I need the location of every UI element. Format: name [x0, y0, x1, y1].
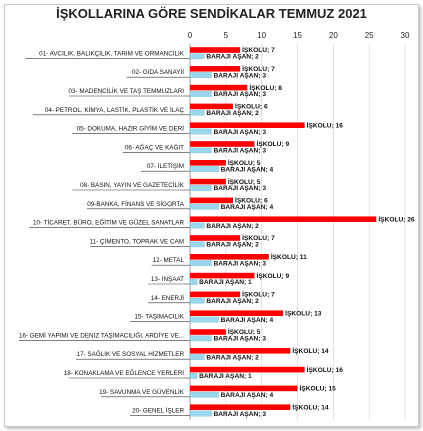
data-label-iskolu: İŞKOLU; 5	[227, 329, 261, 337]
data-label-baraji-asan: BARAJI AŞAN; 2	[206, 110, 259, 117]
category-label: 02- GIDA SANAYİİ	[131, 69, 184, 77]
bar-iskolu	[190, 292, 240, 298]
data-label-iskolu: İŞKOLU; 16	[306, 122, 343, 130]
data-label-baraji-asan: BARAJI AŞAN; 3	[213, 410, 267, 418]
data-label-baraji-asan: BARAJI AŞAN; 2	[206, 354, 259, 362]
bar-iskolu	[190, 122, 305, 128]
data-label-iskolu: İŞKOLU; 14	[292, 348, 329, 355]
bar-baraji-asan	[190, 354, 204, 359]
bar-baraji-asan	[190, 110, 204, 115]
category-label: 12- METAL	[152, 257, 184, 265]
bar-iskolu	[190, 254, 269, 260]
bar-iskolu	[190, 348, 290, 354]
x-tick-label: 30	[400, 31, 410, 40]
category-label: 10- TİCARET, BÜRO, EĞİTİM VE GÜZEL SANATLAR	[32, 219, 184, 227]
bar-iskolu	[190, 235, 240, 241]
x-tick-label: 0	[187, 31, 193, 40]
x-tick-label: 10	[257, 31, 267, 40]
bar-iskolu	[190, 47, 240, 53]
chart-title: İŞKOLLARINA GÖRE SENDİKALAR TEMMUZ 2021	[56, 6, 367, 21]
data-label-baraji-asan: BARAJI AŞAN; 1	[199, 279, 252, 287]
bar-iskolu	[190, 104, 233, 110]
bar-baraji-asan	[190, 148, 212, 153]
data-label-iskolu: İŞKOLU; 9	[256, 272, 290, 280]
bar-baraji-asan	[190, 185, 212, 190]
bar-baraji-asan	[190, 223, 204, 228]
category-label: 06- AĞAÇ VE KAĞIT	[124, 144, 184, 152]
category-label: 17- SAĞLIK VE SOSYAL HİZMETLER	[76, 351, 184, 359]
data-label-iskolu: İŞKOLU; 6	[235, 103, 268, 111]
data-label-iskolu: İŞKOLU; 16	[306, 366, 343, 374]
data-label-baraji-asan: BARAJI AŞAN; 2	[206, 241, 259, 249]
bar-iskolu	[190, 66, 240, 72]
bar-baraji-asan	[190, 317, 219, 322]
bar-iskolu	[190, 198, 233, 204]
data-label-baraji-asan: BARAJI AŞAN; 4	[220, 316, 274, 324]
category-label: 11- ÇİMENTO, TOPRAK VE CAM	[89, 238, 184, 246]
category-label: 14- ENERJİ	[150, 294, 184, 302]
bar-iskolu	[190, 85, 247, 91]
data-label-iskolu: İŞKOLU; 6	[235, 197, 268, 205]
bar-iskolu	[190, 329, 226, 335]
bar-iskolu	[190, 404, 290, 410]
category-label: 13- İNŞAAT	[150, 276, 184, 283]
category-label: 09-BANKA, FİNANS VE SİGORTA	[87, 200, 184, 208]
x-tick-label: 15	[293, 31, 302, 40]
bar-baraji-asan	[190, 373, 197, 378]
bar-baraji-asan	[190, 166, 219, 171]
data-label-iskolu: İŞKOLU; 7	[242, 235, 275, 243]
data-label-baraji-asan: BARAJI AŞAN; 3	[213, 91, 267, 99]
data-label-baraji-asan: BARAJI AŞAN; 4	[220, 204, 274, 211]
category-label: 19- SAVUNMA VE GÜVENLİK	[99, 388, 184, 396]
data-label-baraji-asan: BARAJI AŞAN; 3	[213, 147, 267, 155]
bar-baraji-asan	[190, 336, 212, 341]
bar-iskolu	[190, 179, 226, 185]
data-label-baraji-asan: BARAJI AŞAN; 3	[213, 335, 267, 343]
data-label-iskolu: İŞKOLU; 11	[270, 254, 307, 261]
data-label-iskolu: İŞKOLU; 5	[227, 160, 261, 167]
category-label: 04- PETROL, KİMYA, LASTİK, PLASTİK VE İLAÇ	[44, 106, 184, 114]
data-label-iskolu: İŞKOLU; 13	[285, 310, 322, 318]
data-label-baraji-asan: BARAJI AŞAN; 3	[213, 260, 267, 268]
category-label: 18- KONAKLAMA VE EĞLENCE YERLERİ	[63, 370, 184, 377]
category-label: 16- GEMİ YAPIMI VE DENİZ TAŞIMACILIĞI, ARDİYE VE...	[18, 332, 184, 340]
bar-baraji-asan	[190, 411, 212, 416]
bar-baraji-asan	[190, 129, 212, 134]
bar-baraji-asan	[190, 242, 204, 247]
data-label-iskolu: İŞKOLU; 26	[378, 216, 415, 224]
x-tick-label: 5	[223, 31, 229, 40]
bar-baraji-asan	[190, 392, 219, 397]
data-label-baraji-asan: BARAJI AŞAN; 1	[199, 373, 252, 381]
data-label-iskolu: İŞKOLU; 7	[242, 66, 275, 73]
bar-baraji-asan	[190, 260, 212, 265]
bar-iskolu	[190, 367, 305, 373]
category-label: 08- BASIN, YAYIN VE GAZETECİLİK	[80, 182, 184, 189]
bar-baraji-asan	[190, 279, 197, 284]
category-label: 15- TAŞIMACILIK	[134, 313, 184, 321]
data-label-baraji-asan: BARAJI AŞAN; 3	[213, 72, 267, 80]
category-label: 05- DOKUMA, HAZIR GİYİM VE DERİ	[76, 125, 184, 133]
data-label-baraji-asan: BARAJI AŞAN; 2	[206, 298, 259, 305]
data-label-iskolu: İŞKOLU; 8	[249, 84, 282, 92]
bar-iskolu	[190, 310, 283, 316]
data-label-iskolu: İŞKOLU; 7	[242, 291, 275, 299]
category-label: 07- İLETİŞİM	[146, 163, 184, 171]
bar-iskolu	[190, 386, 298, 392]
data-label-baraji-asan: BARAJI AŞAN; 4	[220, 392, 274, 399]
data-label-iskolu: İŞKOLU; 5	[227, 178, 261, 186]
data-label-baraji-asan: BARAJI AŞAN; 4	[220, 166, 274, 174]
bar-baraji-asan	[190, 91, 212, 96]
data-label-iskolu: İŞKOLU; 9	[256, 141, 290, 149]
x-tick-label: 25	[364, 31, 374, 40]
data-label-baraji-asan: BARAJI AŞAN; 3	[213, 185, 267, 193]
bar-iskolu	[190, 141, 255, 147]
category-label: 01- AVCILIK, BALIKÇILIK, TARIM VE ORMANCILIK	[39, 50, 184, 58]
bar-baraji-asan	[190, 204, 219, 209]
data-label-iskolu: İŞKOLU; 15	[299, 385, 336, 393]
category-label: 20- GENEL İŞLER	[132, 407, 184, 415]
bar-baraji-asan	[190, 298, 204, 303]
category-label: 03- MADENCİLİK VE TAŞ TEMMUZLARI	[68, 88, 184, 95]
bar-baraji-asan	[190, 54, 204, 59]
data-label-iskolu: İŞKOLU; 14	[292, 404, 329, 412]
bar-iskolu	[190, 160, 226, 166]
bar-baraji-asan	[190, 72, 212, 77]
data-label-baraji-asan: BARAJI AŞAN; 3	[213, 128, 267, 136]
data-label-iskolu: İŞKOLU; 7	[242, 47, 275, 55]
bar-iskolu	[190, 273, 255, 279]
bar-iskolu	[190, 216, 376, 222]
data-label-baraji-asan: BARAJI AŞAN; 2	[206, 53, 259, 61]
x-tick-label: 20	[328, 31, 338, 40]
data-label-baraji-asan: BARAJI AŞAN; 2	[206, 222, 259, 230]
